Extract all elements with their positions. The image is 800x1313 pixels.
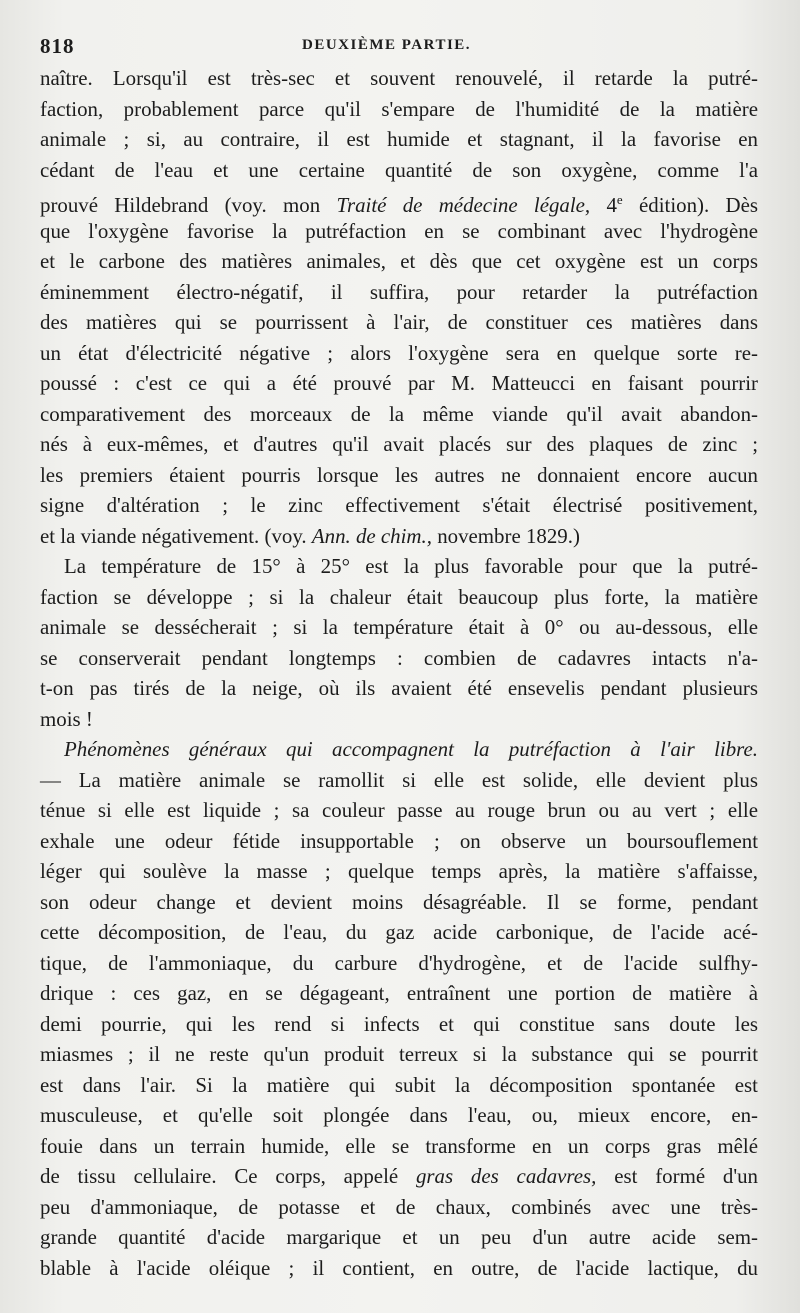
text-line: miasmes ; il ne reste qu'un produit terreux si la substance qui se pourrit <box>40 1042 758 1066</box>
text-line: tique, de l'ammoniaque, du carbure d'hydrogène, et de l'acide sulfhy- <box>40 950 758 975</box>
text-line: — La matière animale se ramollit si elle est solide, elle devient plus <box>40 767 758 792</box>
text-line: son odeur change et devient moins désagréable. Il se forme, pendant <box>40 889 758 914</box>
page-header <box>40 34 776 60</box>
text-line: se conserverait pendant longtemps : combien de cadavres intacts n'a- <box>40 645 758 670</box>
text-line: ténue si elle est liquide ; sa couleur passe au rouge brun ou au vert ; elle <box>40 798 758 822</box>
superscript: e <box>616 192 623 207</box>
text-line: prouvé Hildebrand (voy. mon Traité de médecine légale, 4e édition). Dès <box>40 192 758 217</box>
text-line: drique : ces gaz, en se dégageant, entraînent une portion de matière à <box>40 981 758 1005</box>
text-line: cette décomposition, de l'eau, du gaz acide carbonique, de l'acide acé- <box>40 920 758 944</box>
text-line: grande quantité d'acide margarique et un peu d'un autre acide sem- <box>40 1225 758 1249</box>
italic-text: gras des cadavres, <box>415 1164 597 1188</box>
text-line: fouie dans un terrain humide, elle se transforme en un corps gras mêlé <box>40 1133 758 1158</box>
body-text <box>40 63 758 1283</box>
text-line: peu d'ammoniaque, de potasse et de chaux, combinés avec une très- <box>40 1194 758 1219</box>
text-line: cédant de l'eau et une certaine quantité de son oxygène, comme l'a <box>40 157 758 182</box>
text-line: demi pourrie, qui les rend si infects et qui constitue sans doute les <box>40 1011 758 1036</box>
text-line: poussé : c'est ce qui a été prouvé par M. Matteucci en faisant pourrir <box>40 371 758 395</box>
text-line: de tissu cellulaire. Ce corps, appelé gras des cadavres, est formé d'un <box>40 1164 758 1188</box>
text-line: animale se dessécherait ; si la température était à 0° ou au-dessous, elle <box>40 615 758 639</box>
text-line: faction se développe ; si la chaleur était beaucoup plus forte, la matière <box>40 584 758 609</box>
text-line: mois ! <box>40 706 93 731</box>
text-line <box>40 734 758 765</box>
text-line: t-on pas tirés de la neige, où ils avaient été ensevelis pendant plusieurs <box>40 676 758 700</box>
text-line: un état d'électricité négative ; alors l'oxygène sera en quelque sorte re- <box>40 340 758 365</box>
text-line: et la viande négativement. (voy. Ann. de chim., novembre 1829.) <box>40 523 580 548</box>
text-line: nés à eux-mêmes, et d'autres qu'il avait placés sur des plaques de zinc ; <box>40 432 758 456</box>
italic-text: Phénomènes généraux qui accompagnent la putréfaction à l'air libre. <box>64 737 758 761</box>
text-line: comparativement des morceaux de la même viande qu'il avait abandon- <box>40 401 758 426</box>
text-line: léger qui soulève la masse ; quelque temps après, la matière s'affaisse, <box>40 859 758 883</box>
italic-text: Traité de médecine légale, <box>336 192 591 217</box>
text-line: blable à l'acide oléique ; il contient, en outre, de l'acide lactique, du <box>40 1255 758 1280</box>
text-line: faction, probablement parce qu'il s'empare de l'humidité de la matière <box>40 96 758 121</box>
text-line: que l'oxygène favorise la putréfaction en se combinant avec l'hydrogène <box>40 218 758 243</box>
text-line: est dans l'air. Si la matière qui subit la décomposition spontanée est <box>40 1072 758 1097</box>
text-line: et le carbone des matières animales, et dès que cet oxygène est un corps <box>40 249 758 273</box>
page-number: 818 <box>40 34 75 58</box>
text-line: La température de 15° à 25° est la plus favorable pour que la putré- <box>64 554 758 578</box>
text-line: des matières qui se pourrissent à l'air, de constituer ces matières dans <box>40 310 758 334</box>
text-line: exhale une odeur fétide insupportable ; on observe un boursouflement <box>40 828 758 853</box>
italic-text: Ann. de chim., <box>311 523 432 548</box>
text-line: les premiers étaient pourris lorsque les autres ne donnaient encore aucun <box>40 462 758 487</box>
text-line: éminemment électro-négatif, il suffira, pour retarder la putréfaction <box>40 279 758 304</box>
text-line: musculeuse, et qu'elle soit plongée dans l'eau, ou, mieux encore, en- <box>40 1103 758 1127</box>
running-head: DEUXIÈME PARTIE. <box>302 37 472 53</box>
text-line: naître. Lorsqu'il est très-sec et souvent renouvelé, il retarde la putré- <box>40 66 758 90</box>
text-line: animale ; si, au contraire, il est humide et stagnant, il la favorise en <box>40 127 758 151</box>
text-line: signe d'altération ; le zinc effectivement s'était électrisé positivement, <box>40 493 758 517</box>
